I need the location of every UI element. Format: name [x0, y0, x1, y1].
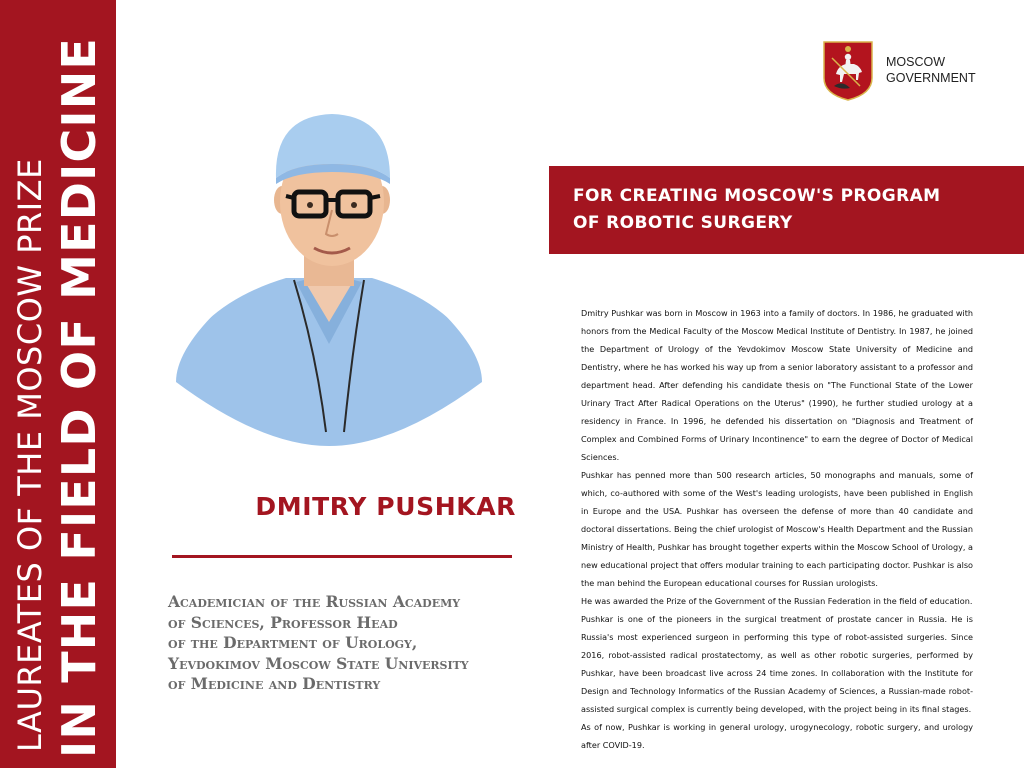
- moscow-government-logo: [822, 40, 976, 102]
- bio-paragraph-4: Pushkar is one of the pioneers in the surgical treatment of prostate cancer in Russia. He is Russia's most experienced surgeon in performing this type of robot-assisted surgeries. Since 2016, robot-assisted radical prostatectomy, as well as other robotic surgeries, performed by Pushkar, have been broadcast live across 24 time zones. In collaboration with the Institute for Design and Technology Informatics of the Russian Academy of Sciences, a Russian-made robot-assisted surgical complex is currently being developed, with the project being in its final stages.: [581, 614, 973, 714]
- bio-paragraph-3: He was awarded the Prize of the Government of the Russian Federation in the field of education.: [581, 596, 973, 606]
- position-line-1: Academician of the Russian Academy: [168, 592, 461, 611]
- banner-line-2: OF ROBOTIC SURGERY: [573, 213, 793, 233]
- position-line-4: Yevdokimov Moscow State University: [168, 653, 469, 673]
- position-line-2: of Sciences, Professor Head: [168, 612, 398, 632]
- sidebar-title-line-1: LAUREATES OF THE MOSCOW PRIZE: [11, 158, 49, 752]
- position-line-5: of Medicine and Dentistry: [168, 674, 381, 693]
- bio-paragraph-1: Dmitry Pushkar was born in Moscow in 1963 into a family of doctors. In 1986, he graduated with honors from the Medical Faculty of the Moscow Medical Institute of Dentistry. In 1987, he joined the Department of Urology of the Yevdokimov Moscow State University of Medicine and Dentistry, where he has worked his way up from a senior laboratory assistant to a professor and department head. After defending his candidate thesis on "The Functional State of the Lower Urinary Tract After Radical Operations on the Uterus" (1990), he further studied urology at a residency in France. In 1996, he defended his dissertation on "Diagnosis and Treatment of Complex and Combined Forms of Urinary Incontinence" to earn the degree of Doctor of Medical Sciences.: [581, 308, 973, 462]
- logo-text-line-2: GOVERNMENT: [886, 71, 976, 85]
- surgeon-portrait-illustration: [176, 82, 482, 446]
- banner-line-1: FOR CREATING MOSCOW'S PROGRAM: [573, 186, 941, 206]
- bio-paragraph-2: Pushkar has penned more than 500 research articles, 50 monographs and manuals, some of which, co-authored with some of the West's leading urologists, have been published in English in Europe and the USA. Pushkar has overseen the defense of more than 40 candidate and doctoral dissertations. Being the chief urologist of Moscow's Health Department and the Russian Ministry of Health, Pushkar has brought together experts within the Moscow School of Urology, a new educational project that offers modular training to each participating doctor. Pushkar is also the man behind the European educational courses for Russian urologists.: [581, 470, 973, 588]
- logo-text-line-1: MOSCOW: [886, 55, 946, 69]
- moscow-coat-of-arms-icon: [822, 40, 874, 102]
- logo-text: [886, 54, 976, 86]
- bio-paragraph-5: As of now, Pushkar is working in general urology, urogynecology, robotic surgery, and urology after COVID-19.: [581, 722, 973, 750]
- biography: [581, 304, 973, 754]
- laureate-position: [168, 592, 528, 695]
- laureate-name: DMITRY PUSHKAR: [255, 492, 516, 521]
- position-line-3: of the Department of Urology,: [168, 633, 418, 652]
- award-banner: [549, 166, 1024, 254]
- name-divider: [172, 555, 512, 558]
- sidebar-title-line-2: IN THE FIELD OF MEDICINE: [52, 36, 106, 758]
- title-sidebar: [0, 0, 116, 768]
